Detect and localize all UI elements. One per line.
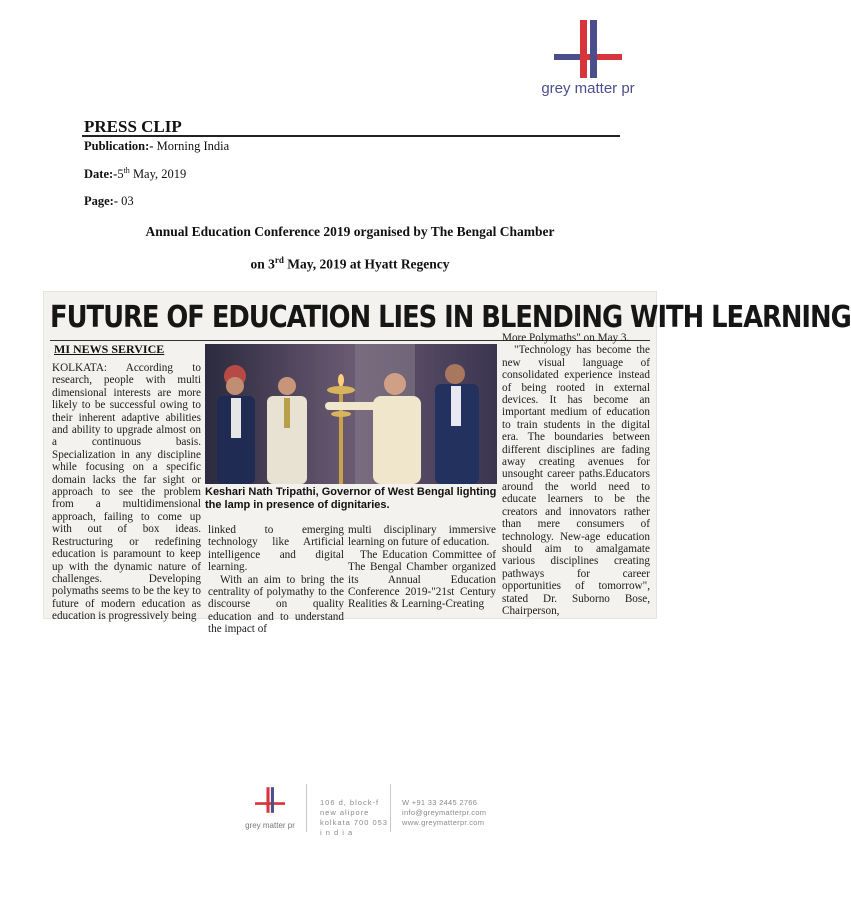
column-4-para-1: More Polymaths" on May 3.: [502, 332, 630, 344]
event-heading-line2: [0, 255, 700, 273]
photo-caption: Keshari Nath Tripathi, Governor of West Bengal lighting the lamp in presence of dignitaries.: [205, 486, 497, 511]
contact-phone: W +91 33 2445 2766: [402, 798, 478, 807]
article-column-2: [208, 524, 344, 636]
page-label: Page:-: [84, 194, 119, 208]
date-suffix: th: [123, 166, 130, 175]
address-line: 106 d, block-f: [320, 798, 380, 807]
footer-contact: [402, 798, 486, 828]
contact-email: info@greymatterpr.com: [402, 808, 487, 817]
publication-label: Publication:-: [84, 139, 154, 153]
date-line: [84, 166, 186, 182]
column-2-para-2: With an aim to bring the centrality of polymathy to the discourse on quality education and to understand the impact of: [208, 573, 344, 636]
lamp-lighting-photo-icon: [205, 344, 497, 484]
footer-divider: [306, 784, 307, 832]
brand-logo: [532, 18, 644, 102]
address-line: new alipore: [320, 808, 370, 817]
publication-line: [84, 139, 229, 154]
date-day: 5: [117, 167, 124, 182]
column-3-para-2: The Education Committee of The Bengal Chamber organized its Annual Education Conference 2019-"21st Century Realities & Learning-Creating: [348, 548, 496, 611]
address-line: i n d i a: [320, 828, 354, 837]
newspaper-clipping: [44, 292, 851, 636]
page-title: PRESS CLIP: [84, 117, 182, 136]
event-heading-line1: Annual Education Conference 2019 organised by The Bengal Chamber: [145, 224, 555, 239]
footer-divider: [390, 784, 391, 832]
heading-line2-sup: rd: [274, 255, 284, 265]
article-column-3: [348, 524, 496, 611]
footer: [240, 780, 500, 840]
article-headline: FUTURE OF EDUCATION LIES IN BLENDING WITH LEARNING: [50, 300, 851, 335]
publication-value: Morning India: [153, 139, 230, 153]
article-photo: [205, 344, 497, 484]
date-rest: May, 2019: [129, 167, 187, 182]
brand-mark-icon: [554, 18, 622, 80]
footer-brand-name: grey matter pr: [245, 821, 295, 830]
footer-brand-mark-icon: [255, 786, 285, 814]
footer-address: [320, 798, 388, 838]
footer-logo: [240, 786, 300, 830]
date-label: Date:-: [84, 167, 118, 182]
article-byline: MI NEWS SERVICE: [54, 342, 165, 356]
heading-line2-post: May, 2019 at Hyatt Regency: [283, 256, 450, 272]
column-3-para-1: multi disciplinary immersive learning on future of education.: [348, 524, 496, 549]
column-4-para-2: "Technology has become the new visual language of consolidated experience instead of being rooted in external devices. It has become an important medium of education to train students in the digital era. The boundaries between different disciplines are fading away creating avenues for unsought career paths.Educators around the world need to educate learners to be the creators and innovators rather than mere consumers of technology. New-age education should aim to amalgamate various disciplines creating pathways for career opportunities of tomorrow", stated Dr. Suborno Bose, Chairperson,: [502, 344, 650, 617]
heading-line2-pre: on 3: [250, 256, 275, 272]
address-line: kolkata 700 053: [320, 818, 388, 827]
title-divider: [82, 135, 620, 137]
contact-website: www.greymatterpr.com: [402, 818, 485, 827]
article-column-4: [502, 332, 650, 617]
page-line: [84, 194, 134, 209]
brand-name: grey matter pr: [541, 80, 635, 97]
column-2-para-1: linked to emerging technology like Artificial intelligence and digital learning.: [208, 524, 344, 574]
page-value: 03: [118, 194, 134, 208]
article-column-1: [52, 362, 201, 623]
column-1-text: KOLKATA: According to research, people with multi dimensional interests are more likely to be successful owing to their inherent adaptive abilities and ability to upgrade almost on a continuous basis. Specialization in any discipline while focusing on a specific domain lacks the far sight or approach to see the problem from a multidimensional approach, failing to come up with out of box ideas. Restructuring or redefining education is paramount to keep up with the dynamic nature of challenges. Developing polymaths seems to be the key to future of modern education as education is progressively being: [52, 362, 201, 623]
